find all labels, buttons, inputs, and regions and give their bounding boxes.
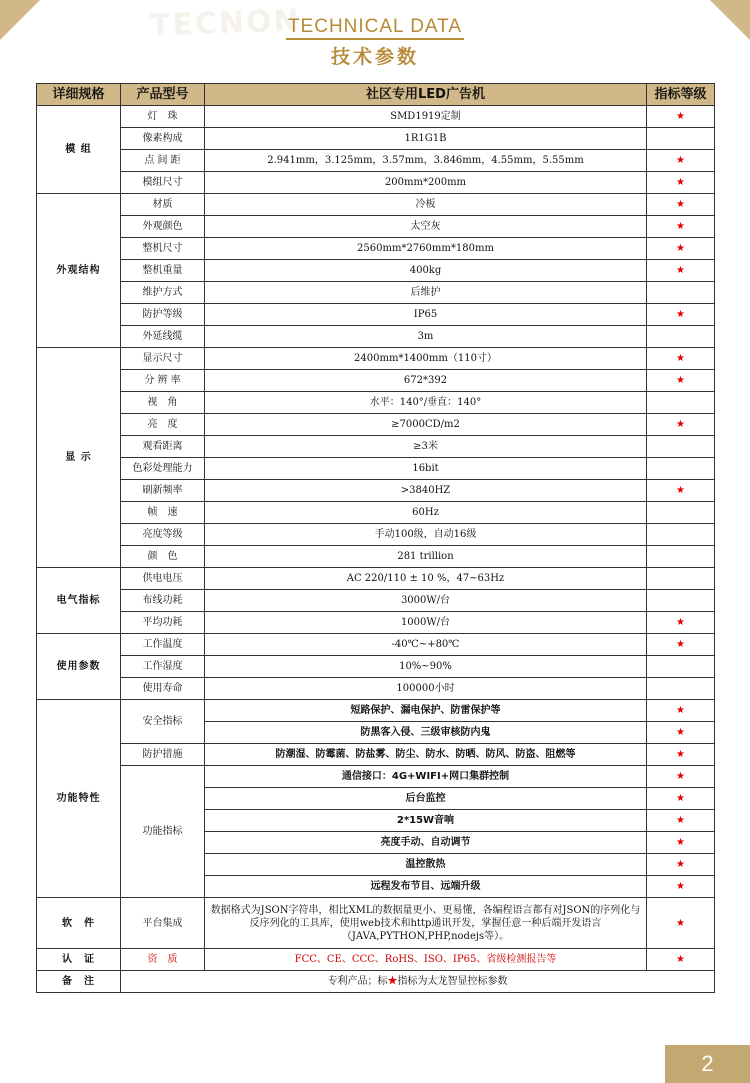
empty-level-cell [647,546,715,568]
row-value: 后维护 [205,282,647,304]
table-row [37,260,715,282]
page-number: 2 [665,1045,750,1083]
row-value: IP65 [205,304,647,326]
row-value: SMD1919定制 [205,106,647,128]
row-value: 亮度手动、自动调节 [205,832,647,854]
table-row [37,546,715,568]
row-value: 3000W/台 [205,590,647,612]
spec-table-body [37,84,715,993]
title-chinese: 技术参数 [330,46,419,68]
table-row [37,436,715,458]
star-mark: ★ [647,876,715,898]
table-row [37,150,715,172]
star-mark: ★ [647,898,715,949]
row-value: 后台监控 [205,788,647,810]
table-row [37,392,715,414]
table-row [37,172,715,194]
row-value: FCC、CE、CCC、RoHS、ISO、IP65、省级检测报告等 [205,949,647,971]
category-cell: 软 件 [37,898,121,949]
row-label: 维护方式 [121,282,205,304]
table-row [37,216,715,238]
row-value: 数据格式为JSON字符串，相比XML的数据量更小、更易懂，各编程语言都有对JSON的序列化与反序列化的工具库，使用web技术和http通讯开发，掌握任意一种后端开发语言（JAVA,PYTHON,PHP,nodejs等）。 [205,898,647,949]
row-label: 模组尺寸 [121,172,205,194]
row-value: 2.941mm，3.125mm，3.57mm，3.846mm，4.55mm，5.55mm [205,150,647,172]
table-row-cert [37,949,715,971]
empty-level-cell [647,128,715,150]
row-value: 60Hz [205,502,647,524]
table-row [37,656,715,678]
table-row [37,634,715,656]
table-row [37,766,715,788]
star-mark: ★ [647,414,715,436]
star-mark: ★ [647,854,715,876]
table-row [37,348,715,370]
table-row-note [37,971,715,993]
row-value: 2*15W音响 [205,810,647,832]
table-row [37,282,715,304]
row-label: 供电电压 [121,568,205,590]
star-mark: ★ [647,744,715,766]
star-mark: ★ [647,216,715,238]
table-row [37,612,715,634]
table-row [37,744,715,766]
spec-table [36,83,715,993]
row-label: 平均功耗 [121,612,205,634]
row-label: 布线功耗 [121,590,205,612]
empty-level-cell [647,568,715,590]
table-row [37,524,715,546]
table-row [37,304,715,326]
category-cell: 功能特性 [37,700,121,898]
row-value: 100000小时 [205,678,647,700]
star-mark: ★ [647,106,715,128]
star-mark: ★ [647,150,715,172]
empty-level-cell [647,392,715,414]
row-value: 2560mm*2760mm*180mm [205,238,647,260]
row-label: 使用寿命 [121,678,205,700]
row-value: 通信接口：4G+WIFI+网口集群控制 [205,766,647,788]
star-mark: ★ [647,194,715,216]
star-mark: ★ [647,766,715,788]
row-label: 安全指标 [121,700,205,744]
row-label: 资 质 [121,949,205,971]
note-text-post: 指标为太龙智显控标参数 [397,976,508,987]
row-label: 功能指标 [121,766,205,898]
row-value: 温控散热 [205,854,647,876]
star-icon: ★ [387,976,398,987]
table-row [37,128,715,150]
header-model: 产品型号 [121,84,205,106]
row-value: 1000W/台 [205,612,647,634]
empty-level-cell [647,656,715,678]
star-mark: ★ [647,722,715,744]
row-value: 防潮湿、防霉菌、防盐雾、防尘、防水、防晒、防风、防盗、阻燃等 [205,744,647,766]
row-label: 观看距离 [121,436,205,458]
table-row [37,480,715,502]
empty-level-cell [647,590,715,612]
star-mark: ★ [647,172,715,194]
row-value: 281 trillion [205,546,647,568]
empty-level-cell [647,326,715,348]
row-label: 亮 度 [121,414,205,436]
row-value: -40℃~+80℃ [205,634,647,656]
row-value: 16bit [205,458,647,480]
table-row [37,238,715,260]
row-value: 水平：140°/垂直：140° [205,392,647,414]
row-label: 帧 速 [121,502,205,524]
row-label: 防护措施 [121,744,205,766]
row-value: 远程发布节目、远端升级 [205,876,647,898]
row-label: 色彩处理能力 [121,458,205,480]
row-label: 显示尺寸 [121,348,205,370]
star-mark: ★ [647,788,715,810]
table-row [37,106,715,128]
row-value: 冷板 [205,194,647,216]
star-mark: ★ [647,949,715,971]
header-spec: 详细规格 [37,84,121,106]
row-label: 工作湿度 [121,656,205,678]
table-row [37,458,715,480]
note-cell [121,971,715,993]
star-mark: ★ [647,238,715,260]
star-mark: ★ [647,348,715,370]
row-label: 整机重量 [121,260,205,282]
empty-level-cell [647,502,715,524]
note-text-pre: 专利产品；标 [327,976,388,987]
empty-level-cell [647,458,715,480]
star-mark: ★ [647,480,715,502]
table-row [37,414,715,436]
empty-level-cell [647,282,715,304]
row-value: 2400mm*1400mm（110寸） [205,348,647,370]
row-label: 分 辨 率 [121,370,205,392]
table-row [37,700,715,722]
row-value: 10%~90% [205,656,647,678]
star-mark: ★ [647,370,715,392]
table-row [37,370,715,392]
row-label: 防护等级 [121,304,205,326]
star-mark: ★ [647,260,715,282]
category-cell: 使用参数 [37,634,121,700]
table-header-row [37,84,715,106]
row-label: 材质 [121,194,205,216]
page-header [0,16,750,69]
row-value: 400kg [205,260,647,282]
category-cell: 模 组 [37,106,121,194]
row-value: ≥3米 [205,436,647,458]
star-mark: ★ [647,700,715,722]
row-value: 手动100级，自动16级 [205,524,647,546]
row-value: AC 220/110 ± 10 %，47~63Hz [205,568,647,590]
row-label: 点 间 距 [121,150,205,172]
row-label: 外观颜色 [121,216,205,238]
row-value: 1R1G1B [205,128,647,150]
row-value: >3840HZ [205,480,647,502]
row-value: ≥7000CD/m2 [205,414,647,436]
table-row [37,194,715,216]
row-value: 200mm*200mm [205,172,647,194]
star-mark: ★ [647,634,715,656]
row-value: 3m [205,326,647,348]
category-cell: 备 注 [37,971,121,993]
category-cell: 显 示 [37,348,121,568]
row-label: 工作温度 [121,634,205,656]
header-product: 社区专用LED广告机 [205,84,647,106]
row-value: 短路保护、漏电保护、防雷保护等 [205,700,647,722]
header-level: 指标等级 [647,84,715,106]
table-row [37,568,715,590]
category-cell: 电气指标 [37,568,121,634]
star-mark: ★ [647,612,715,634]
empty-level-cell [647,436,715,458]
table-row [37,678,715,700]
table-row [37,502,715,524]
row-value: 672*392 [205,370,647,392]
watermark-logo: TECNON [149,3,302,44]
empty-level-cell [647,678,715,700]
star-mark: ★ [647,810,715,832]
row-label: 视 角 [121,392,205,414]
row-value: 太空灰 [205,216,647,238]
title-english: TECHNICAL DATA [286,16,464,40]
empty-level-cell [647,524,715,546]
table-row [37,326,715,348]
row-label: 整机尺寸 [121,238,205,260]
row-label: 平台集成 [121,898,205,949]
row-label: 颜 色 [121,546,205,568]
row-value: 防黑客入侵、三级审核防内鬼 [205,722,647,744]
row-label: 像素构成 [121,128,205,150]
row-label: 外延线缆 [121,326,205,348]
table-row [37,590,715,612]
row-label: 灯 珠 [121,106,205,128]
category-cell: 外观结构 [37,194,121,348]
category-cell: 认 证 [37,949,121,971]
star-mark: ★ [647,832,715,854]
row-label: 刷新频率 [121,480,205,502]
row-label: 亮度等级 [121,524,205,546]
star-mark: ★ [647,304,715,326]
table-row-software [37,898,715,949]
